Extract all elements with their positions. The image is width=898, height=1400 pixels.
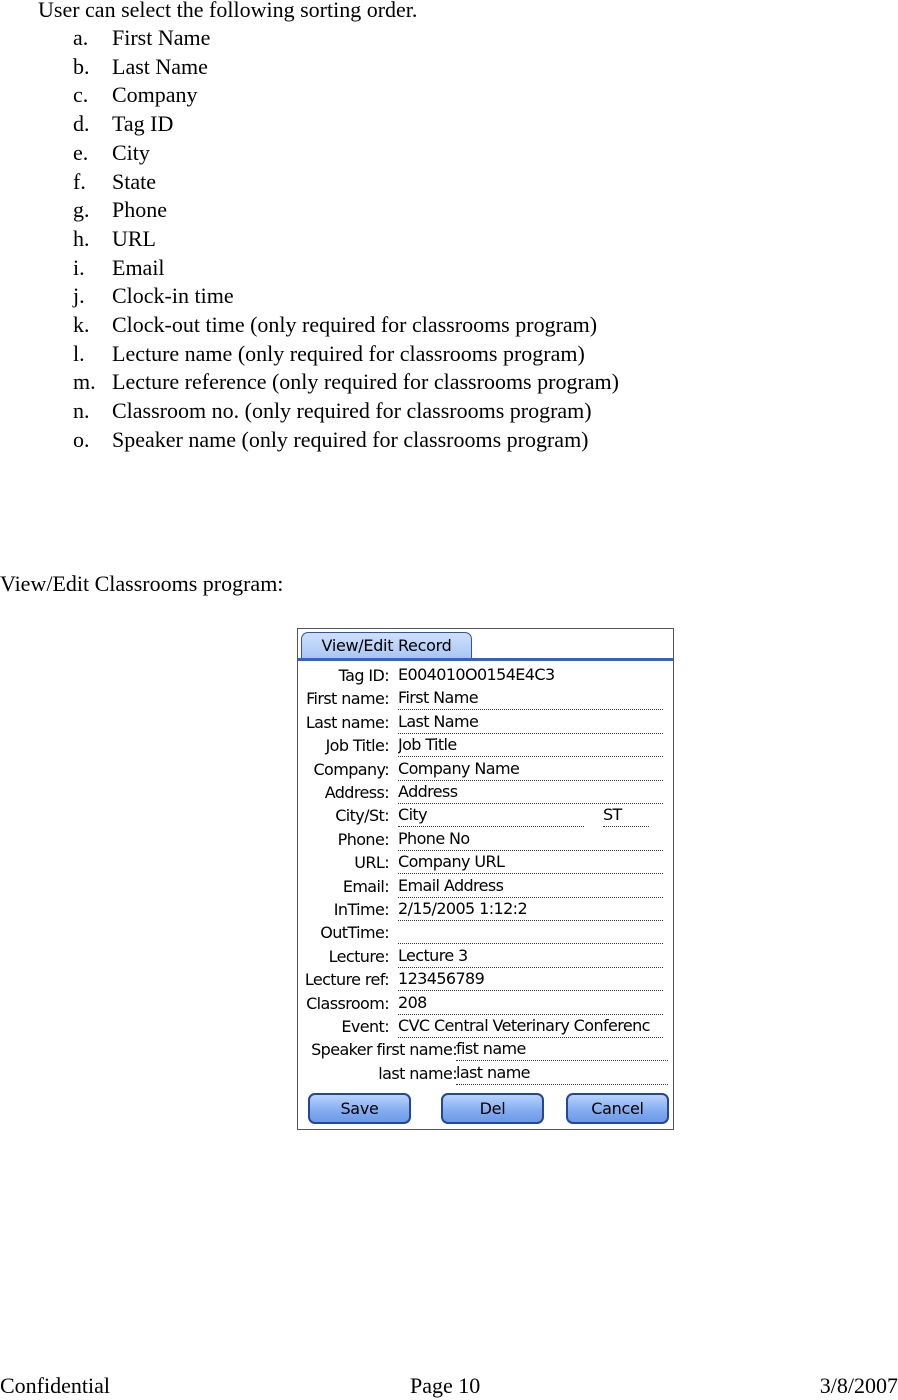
field-label: First name: xyxy=(306,689,389,709)
state-input[interactable]: ST xyxy=(603,805,649,827)
tab-bar xyxy=(298,629,673,661)
list-marker: e. xyxy=(73,139,89,165)
field-row-url xyxy=(298,852,674,876)
list-item-text: Classroom no. (only required for classrooms program) xyxy=(112,398,592,424)
field-label: Company: xyxy=(313,759,389,779)
list-item-text: Clock-in time xyxy=(112,283,234,309)
list-marker: o. xyxy=(73,426,90,452)
list-item-text: Tag ID xyxy=(112,111,174,137)
last-name-input[interactable]: Last Name xyxy=(398,712,663,734)
list-item xyxy=(73,340,619,369)
field-row-phone xyxy=(298,829,674,853)
list-item-text: Lecture reference (only required for classrooms program) xyxy=(112,369,619,395)
phone-input[interactable]: Phone No xyxy=(398,829,663,851)
in-time-input[interactable]: 2/15/2005 1:12:2 xyxy=(398,899,663,921)
list-marker: f. xyxy=(73,168,86,194)
list-marker: m. xyxy=(73,369,96,395)
sort-order-list xyxy=(73,24,619,455)
lecture-ref-input[interactable]: 123456789 xyxy=(398,969,663,991)
tab-underline xyxy=(298,658,673,661)
delete-button[interactable]: Del xyxy=(441,1093,544,1124)
first-name-input[interactable]: First Name xyxy=(398,688,663,710)
list-item xyxy=(73,110,619,139)
field-label: Lecture: xyxy=(328,946,389,966)
list-item xyxy=(73,24,619,53)
field-label: Phone: xyxy=(337,829,389,849)
field-row-tag-id xyxy=(298,665,674,689)
field-row-lecture-ref xyxy=(298,969,674,993)
list-item-text: Last Name xyxy=(112,53,208,79)
list-item xyxy=(73,139,619,168)
list-item-text: Company xyxy=(112,82,198,108)
list-marker: k. xyxy=(73,312,90,338)
lecture-input[interactable]: Lecture 3 xyxy=(398,946,663,968)
field-row-out-time xyxy=(298,922,674,946)
list-item-text: Clock-out time (only required for classrooms program) xyxy=(112,312,598,338)
speaker-last-name-input[interactable]: last name xyxy=(456,1063,668,1085)
field-label: Job Title: xyxy=(325,736,389,756)
list-item-text: Lecture name (only required for classrooms program) xyxy=(112,340,585,366)
list-item-text: City xyxy=(112,139,150,165)
list-item-text: State xyxy=(112,168,156,194)
field-label: Speaker first name: xyxy=(311,1040,457,1060)
field-label: OutTime: xyxy=(320,923,389,943)
list-item xyxy=(73,53,619,82)
footer-confidential: Confidential xyxy=(0,1373,110,1398)
list-item xyxy=(73,282,619,311)
field-row-email xyxy=(298,876,674,900)
company-input[interactable]: Company Name xyxy=(398,759,663,781)
list-item-text: URL xyxy=(112,225,156,251)
list-marker: j. xyxy=(73,283,85,309)
field-row-speaker-last-name xyxy=(298,1063,674,1087)
field-label: Event: xyxy=(341,1017,389,1036)
footer-date: 3/8/2007 xyxy=(819,1373,898,1398)
list-marker: g. xyxy=(73,197,90,223)
cancel-button[interactable]: Cancel xyxy=(566,1093,669,1124)
list-item xyxy=(73,196,619,225)
field-row-job-title xyxy=(298,735,674,759)
list-item-text: Email xyxy=(112,254,165,280)
classroom-input[interactable]: 208 xyxy=(398,993,663,1015)
list-item xyxy=(73,368,619,397)
view-edit-record-screenshot xyxy=(297,628,674,1130)
field-row-in-time xyxy=(298,899,674,923)
list-marker: h. xyxy=(73,225,90,251)
list-marker: n. xyxy=(73,398,90,424)
list-marker: a. xyxy=(73,25,89,50)
email-input[interactable]: Email Address xyxy=(398,876,663,898)
field-label: Classroom: xyxy=(306,993,389,1013)
list-marker: b. xyxy=(73,53,90,79)
field-label: last name: xyxy=(378,1063,457,1083)
field-label: InTime: xyxy=(333,900,389,919)
field-row-event xyxy=(298,1016,674,1040)
field-row-first-name xyxy=(298,688,674,712)
job-title-input[interactable]: Job Title xyxy=(398,735,663,757)
field-label: URL: xyxy=(354,853,389,873)
city-input[interactable]: City xyxy=(398,805,584,827)
field-row-address xyxy=(298,782,674,806)
list-item-text: First Name xyxy=(112,25,211,50)
footer-page-number: Page 10 xyxy=(410,1373,481,1398)
section-title: View/Edit Classrooms program: xyxy=(0,571,284,596)
event-input[interactable]: CVC Central Veterinary Conferenc xyxy=(398,1016,663,1038)
field-row-classroom xyxy=(298,993,674,1017)
field-row-speaker-first-name xyxy=(298,1039,674,1063)
list-item xyxy=(73,225,619,254)
list-item xyxy=(73,311,619,340)
intro-text: User can select the following sorting order. xyxy=(38,0,418,22)
field-row-company xyxy=(298,759,674,783)
list-item xyxy=(73,397,619,426)
list-marker: d. xyxy=(73,111,90,137)
field-row-last-name xyxy=(298,712,674,736)
list-item xyxy=(73,168,619,197)
field-label: City/St: xyxy=(335,806,389,826)
field-label: Email: xyxy=(342,876,389,896)
list-item xyxy=(73,426,619,455)
list-marker: i. xyxy=(73,254,85,280)
tag-id-value: E004010O0154E4C3 xyxy=(398,665,555,684)
address-input[interactable]: Address xyxy=(398,782,663,804)
out-time-input[interactable] xyxy=(398,922,663,944)
speaker-first-name-input[interactable]: fist name xyxy=(456,1039,668,1061)
list-item-text: Speaker name (only required for classrooms program) xyxy=(112,426,589,452)
save-button[interactable]: Save xyxy=(308,1093,411,1124)
field-row-lecture xyxy=(298,946,674,970)
list-item xyxy=(73,81,619,110)
tab-view-edit-record[interactable]: View/Edit Record xyxy=(301,632,472,658)
list-item-text: Phone xyxy=(112,197,167,223)
field-label: Last name: xyxy=(305,712,389,732)
field-label: Address: xyxy=(324,783,389,802)
list-item xyxy=(73,254,619,283)
field-row-city-state xyxy=(298,805,674,829)
list-marker: c. xyxy=(73,82,89,108)
list-marker: l. xyxy=(73,340,85,366)
url-input[interactable]: Company URL xyxy=(398,852,663,874)
field-label: Lecture ref: xyxy=(304,970,389,990)
field-label: Tag ID: xyxy=(338,666,389,685)
